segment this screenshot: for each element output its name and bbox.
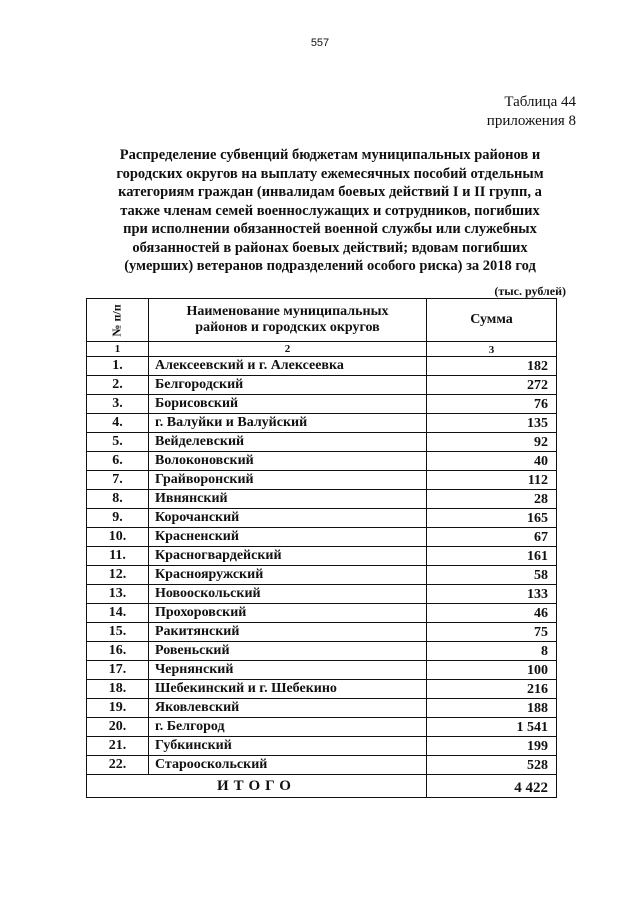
header-sum: Сумма — [427, 299, 557, 342]
table-row — [87, 737, 557, 756]
district-name: Старооскольский — [149, 756, 427, 775]
district-name: г. Валуйки и Валуйский — [149, 414, 427, 433]
district-name: г. Белгород — [149, 718, 427, 737]
district-name: Волоконовский — [149, 452, 427, 471]
district-name: Ровеньский — [149, 642, 427, 661]
row-number: 8. — [87, 490, 149, 509]
table-row — [87, 452, 557, 471]
row-sum: 58 — [427, 566, 557, 585]
district-name: Красненский — [149, 528, 427, 547]
row-number: 3. — [87, 395, 149, 414]
table-row — [87, 756, 557, 775]
row-number: 16. — [87, 642, 149, 661]
district-name: Корочанский — [149, 509, 427, 528]
row-sum: 92 — [427, 433, 557, 452]
table-row — [87, 699, 557, 718]
title-line: Распределение субвенций бюджетам муниципальных районов и — [119, 147, 541, 163]
row-sum: 199 — [427, 737, 557, 756]
table-row — [87, 642, 557, 661]
total-label: ИТОГО — [87, 775, 427, 798]
row-number: 11. — [87, 547, 149, 566]
column-index: 2 — [149, 342, 427, 357]
district-name: Ракитянский — [149, 623, 427, 642]
row-number: 19. — [87, 699, 149, 718]
title-line: при исполнении обязанностей военной службы или служебных — [123, 221, 537, 237]
district-name: Грайворонский — [149, 471, 427, 490]
row-sum: 40 — [427, 452, 557, 471]
table-row — [87, 585, 557, 604]
district-name: Новооскольский — [149, 585, 427, 604]
title-line: обязанностей в районах боевых действий; вдовам погибших — [132, 239, 528, 256]
district-name: Алексеевский и г. Алексеевка — [149, 357, 427, 376]
row-number: 4. — [87, 414, 149, 433]
district-name: Прохоровский — [149, 604, 427, 623]
row-sum: 28 — [427, 490, 557, 509]
row-number: 2. — [87, 376, 149, 395]
table-reference — [487, 93, 576, 131]
table-row — [87, 547, 557, 566]
row-number: 12. — [87, 566, 149, 585]
table-row — [87, 680, 557, 699]
table-row — [87, 661, 557, 680]
header-num: № п/п — [87, 299, 149, 342]
district-name: Губкинский — [149, 737, 427, 756]
row-sum: 161 — [427, 547, 557, 566]
table-header-row — [87, 299, 557, 342]
row-sum: 75 — [427, 623, 557, 642]
table-row — [87, 414, 557, 433]
document-title — [100, 146, 560, 276]
row-sum: 135 — [427, 414, 557, 433]
row-number: 14. — [87, 604, 149, 623]
units-label: (тыс. рублей) — [494, 284, 566, 298]
district-name: Чернянский — [149, 661, 427, 680]
table-ref-line1: Таблица 44 — [504, 94, 576, 110]
row-number: 7. — [87, 471, 149, 490]
district-name: Яковлевский — [149, 699, 427, 718]
row-number: 21. — [87, 737, 149, 756]
district-name: Ивнянский — [149, 490, 427, 509]
column-index: 1 — [87, 342, 149, 357]
table-row — [87, 528, 557, 547]
table-row — [87, 604, 557, 623]
row-sum: 8 — [427, 642, 557, 661]
table-row — [87, 471, 557, 490]
title-line: категориям граждан (инвалидам боевых действий I и II групп, а — [118, 184, 542, 200]
table-ref-line2: приложения 8 — [486, 113, 576, 129]
row-sum: 100 — [427, 661, 557, 680]
title-line: также членам семей военнослужащих и сотрудников, погибших — [120, 202, 540, 219]
row-number: 9. — [87, 509, 149, 528]
row-number: 6. — [87, 452, 149, 471]
table-row — [87, 357, 557, 376]
page-number: 557 — [310, 37, 330, 49]
title-line: городских округов на выплату ежемесячных пособий отдельным — [116, 165, 544, 182]
row-sum: 272 — [427, 376, 557, 395]
row-number: 10. — [87, 528, 149, 547]
row-number: 20. — [87, 718, 149, 737]
row-sum: 76 — [427, 395, 557, 414]
header-name: Наименование муниципальных районов и городских округов — [149, 299, 427, 342]
table-row — [87, 376, 557, 395]
row-sum: 133 — [427, 585, 557, 604]
title-line: (умерших) ветеранов подразделений особого риска) за 2018 год — [124, 258, 536, 274]
row-number: 18. — [87, 680, 149, 699]
total-sum: 4 422 — [427, 775, 557, 798]
district-name: Вейделевский — [149, 433, 427, 452]
row-number: 1. — [87, 357, 149, 376]
row-sum: 216 — [427, 680, 557, 699]
table-row — [87, 509, 557, 528]
table-body — [87, 357, 557, 775]
row-number: 5. — [87, 433, 149, 452]
row-sum: 182 — [427, 357, 557, 376]
district-name: Шебекинский и г. Шебекино — [149, 680, 427, 699]
table-row — [87, 433, 557, 452]
column-index-row — [87, 342, 557, 357]
table-row — [87, 395, 557, 414]
district-name: Борисовский — [149, 395, 427, 414]
table-row — [87, 623, 557, 642]
district-name: Красногвардейский — [149, 547, 427, 566]
row-number: 17. — [87, 661, 149, 680]
row-sum: 165 — [427, 509, 557, 528]
district-name: Белгородский — [149, 376, 427, 395]
subvention-table — [86, 298, 557, 798]
district-name: Краснояружский — [149, 566, 427, 585]
row-sum: 1 541 — [427, 718, 557, 737]
row-number: 15. — [87, 623, 149, 642]
table-row — [87, 566, 557, 585]
row-number: 22. — [87, 756, 149, 775]
table-row — [87, 718, 557, 737]
row-sum: 528 — [427, 756, 557, 775]
row-sum: 112 — [427, 471, 557, 490]
row-number: 13. — [87, 585, 149, 604]
table-row — [87, 490, 557, 509]
total-row — [87, 775, 557, 798]
row-sum: 67 — [427, 528, 557, 547]
row-sum: 188 — [427, 699, 557, 718]
row-sum: 46 — [427, 604, 557, 623]
column-index: 3 — [427, 342, 557, 357]
